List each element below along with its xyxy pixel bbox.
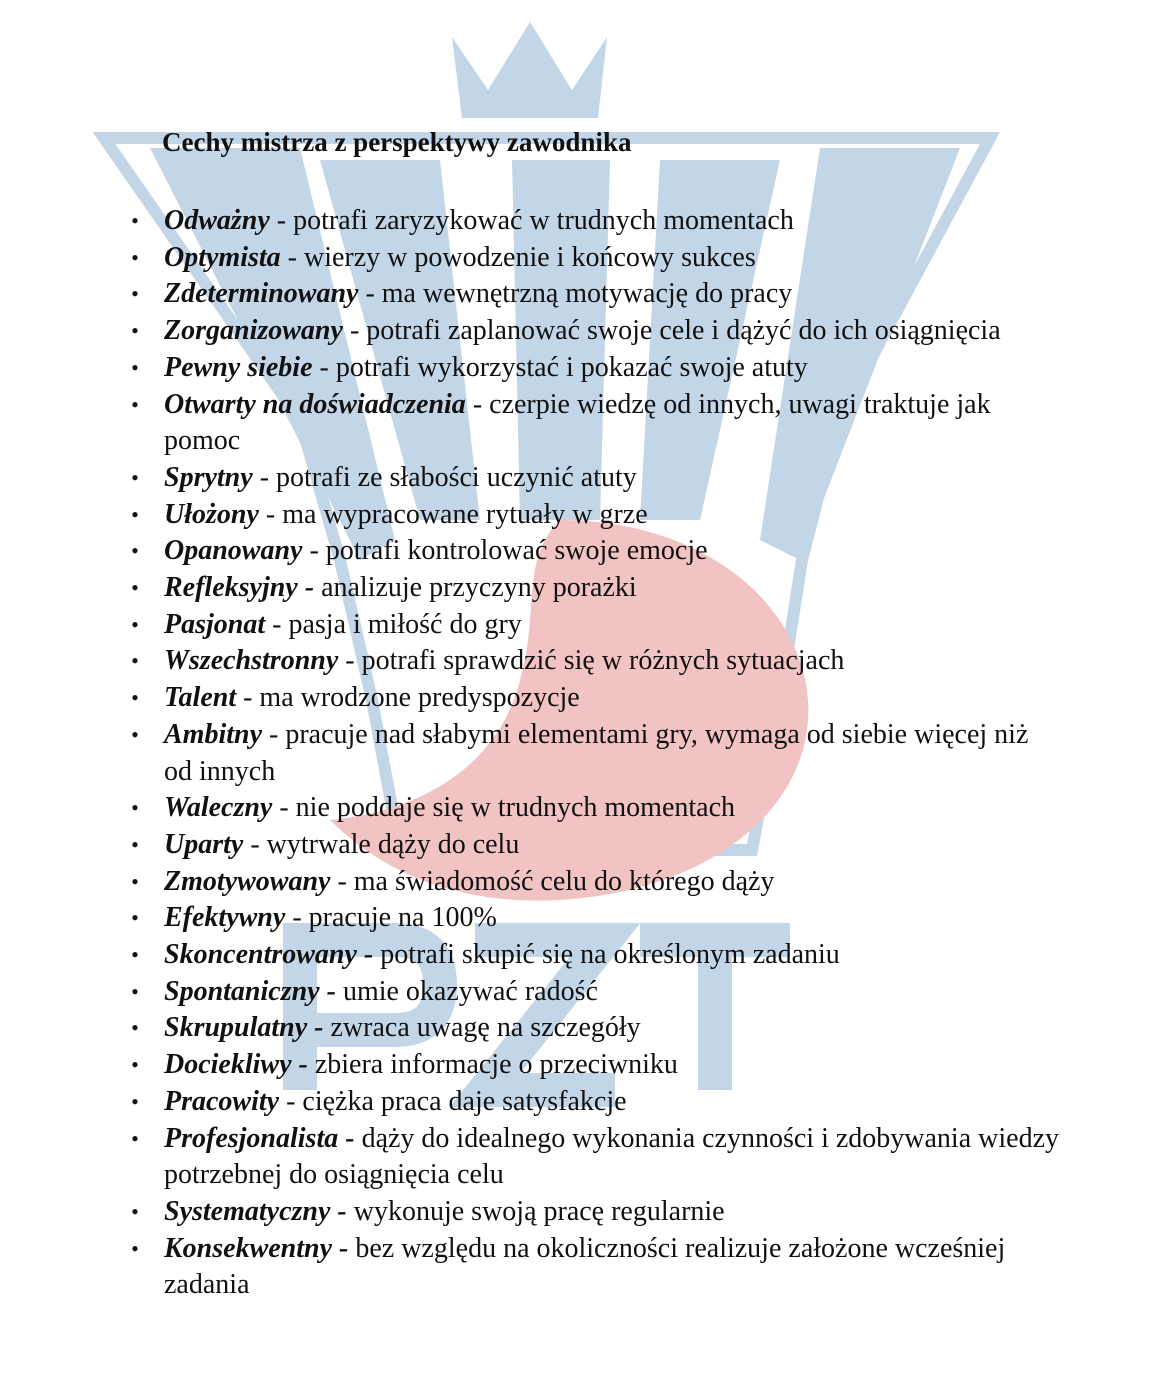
trait-description: - ciężka praca daje satysfakcje: [279, 1085, 627, 1117]
trait-item: [0, 497, 1152, 534]
bullet-icon: •: [131, 978, 139, 1004]
trait-item: [0, 1231, 1152, 1304]
bullet-icon: •: [131, 281, 139, 307]
bullet-icon: •: [131, 648, 139, 674]
trait-description: - pracuje nad słabymi elementami gry, wymaga od siebie więcej niż od innych: [164, 718, 1029, 787]
trait-item: [0, 607, 1152, 644]
trait-item: [0, 350, 1152, 387]
trait-item: [0, 790, 1152, 827]
trait-description: - potrafi zaplanować swoje cele i dążyć do ich osiągnięcia: [342, 315, 1001, 347]
trait-description: - potrafi kontrolować swoje emocje: [302, 535, 708, 567]
trait-item: [0, 680, 1152, 717]
trait-description: - potrafi wykorzystać i pokazać swoje atuty: [312, 351, 808, 383]
trait-term: Ułożony: [164, 498, 259, 530]
trait-item: [0, 937, 1152, 974]
bullet-icon: •: [131, 538, 139, 564]
trait-description: - wierzy w powodzenie i końcowy sukces: [280, 241, 756, 273]
trait-term: Pracowity: [164, 1085, 280, 1117]
bullet-icon: •: [131, 244, 139, 270]
trait-item: [0, 1084, 1152, 1121]
trait-description: - potrafi sprawdzić się w różnych sytuacjach: [338, 645, 845, 677]
trait-term: Efektywny: [164, 902, 286, 934]
bullet-icon: •: [131, 831, 139, 857]
trait-term: Spontaniczny -: [164, 975, 336, 1007]
trait-item: [0, 717, 1152, 790]
trait-term: Dociekliwy -: [164, 1049, 308, 1081]
trait-description: wykonuje swoją pracę regularnie: [346, 1195, 725, 1227]
trait-description: - ma wewnętrzną motywację do pracy: [358, 278, 793, 310]
bullet-icon: •: [131, 501, 139, 527]
trait-description: - pracuje na 100%: [285, 902, 497, 934]
trait-item: [0, 460, 1152, 497]
trait-term: Talent: [164, 682, 237, 714]
trait-item: [0, 313, 1152, 350]
trait-description: - ma wypracowane rytuały w grze: [258, 498, 648, 530]
trait-description: analizuje przyczyny porażki: [314, 572, 637, 604]
trait-item: [0, 1121, 1152, 1194]
trait-term: Wszechstronny: [164, 645, 339, 677]
bullet-icon: •: [131, 1088, 139, 1114]
trait-term: Waleczny: [164, 792, 273, 824]
trait-description: zwraca uwagę na szczegóły: [323, 1012, 641, 1044]
trait-item: [0, 900, 1152, 937]
bullet-icon: •: [131, 1235, 139, 1261]
bullet-icon: •: [131, 611, 139, 637]
bullet-icon: •: [131, 721, 139, 747]
bullet-icon: •: [131, 208, 139, 233]
bullet-icon: •: [131, 1015, 139, 1041]
trait-item: [0, 1047, 1152, 1084]
bullet-icon: •: [131, 795, 139, 821]
bullet-icon: •: [131, 354, 139, 380]
trait-item: [0, 240, 1152, 277]
trait-term: Konsekwentny -: [164, 1232, 349, 1264]
bullet-icon: •: [131, 942, 139, 968]
trait-description: - pasja i miłość do gry: [265, 608, 522, 640]
trait-term: Opanowany: [164, 535, 303, 567]
trait-item: [0, 1194, 1152, 1231]
trait-term: Skoncentrowany -: [164, 939, 374, 971]
trait-item: [0, 1010, 1152, 1047]
bullet-icon: •: [131, 905, 139, 931]
bullet-icon: •: [131, 1052, 139, 1078]
trait-description: - ma wrodzone predyspozycje: [236, 682, 580, 714]
trait-item: [0, 974, 1152, 1011]
trait-description: potrafi skupić się na określonym zadaniu: [373, 939, 840, 971]
trait-description: zbiera informacje o przeciwniku: [307, 1049, 678, 1081]
trait-item: [0, 643, 1152, 680]
trait-term: Pasjonat: [164, 608, 266, 640]
trait-description: - wytrwale dąży do celu: [243, 828, 520, 860]
trait-term: Refleksyjny -: [164, 572, 315, 604]
trait-term: Profesjonalista -: [164, 1122, 355, 1154]
trait-description: dąży do idealnego wykonania czynności i zdobywania wiedzy potrzebnej do osiągnięcia celu: [164, 1122, 1059, 1191]
trait-term: Ambitny: [164, 718, 263, 750]
bullet-icon: •: [131, 464, 139, 490]
bullet-icon: •: [131, 391, 139, 417]
trait-item: [0, 276, 1152, 313]
trait-term: Optymista: [164, 241, 281, 273]
trait-item: [0, 387, 1152, 460]
trait-description: umie okazywać radość: [335, 975, 598, 1007]
bullet-icon: •: [131, 868, 139, 894]
trait-term: Pewny siebie: [164, 351, 313, 383]
bullet-icon: •: [131, 1125, 139, 1151]
trait-description: - ma świadomość celu do którego dąży: [330, 865, 775, 897]
bullet-icon: •: [131, 575, 139, 601]
trait-item: [0, 570, 1152, 607]
trait-term: Odważny: [164, 205, 270, 236]
trait-item: [0, 827, 1152, 864]
trait-term: Skrupulatny -: [164, 1012, 324, 1044]
trait-item: [0, 533, 1152, 570]
trait-item: [0, 864, 1152, 901]
trait-term: Systematyczny -: [164, 1195, 347, 1227]
bullet-icon: •: [131, 685, 139, 711]
trait-description: bez względu na okoliczności realizuje założone wcześniej zadania: [164, 1232, 1006, 1301]
trait-term: Sprytny: [164, 461, 253, 493]
trait-term: Zorganizowany: [164, 315, 343, 347]
trait-description: - potrafi ze słabości uczynić atuty: [252, 461, 637, 493]
trait-term: Otwarty na doświadczenia: [164, 388, 466, 420]
traits-list: [0, 203, 1152, 1304]
document-title: Cechy mistrza z perspektywy zawodnika: [162, 127, 632, 157]
trait-description: - potrafi zaryzykować w trudnych momentach: [269, 205, 794, 236]
trait-term: Uparty: [164, 828, 244, 860]
trait-item: [0, 203, 1152, 240]
trait-term: Zmotywowany: [164, 865, 331, 897]
trait-term: Zdeterminowany: [164, 278, 359, 310]
trait-description: - czerpie wiedzę od innych, uwagi traktuje jak pomoc: [164, 388, 991, 457]
bullet-icon: •: [131, 318, 139, 344]
trait-description: - nie poddaje się w trudnych momentach: [272, 792, 736, 824]
bullet-icon: •: [131, 1198, 139, 1224]
